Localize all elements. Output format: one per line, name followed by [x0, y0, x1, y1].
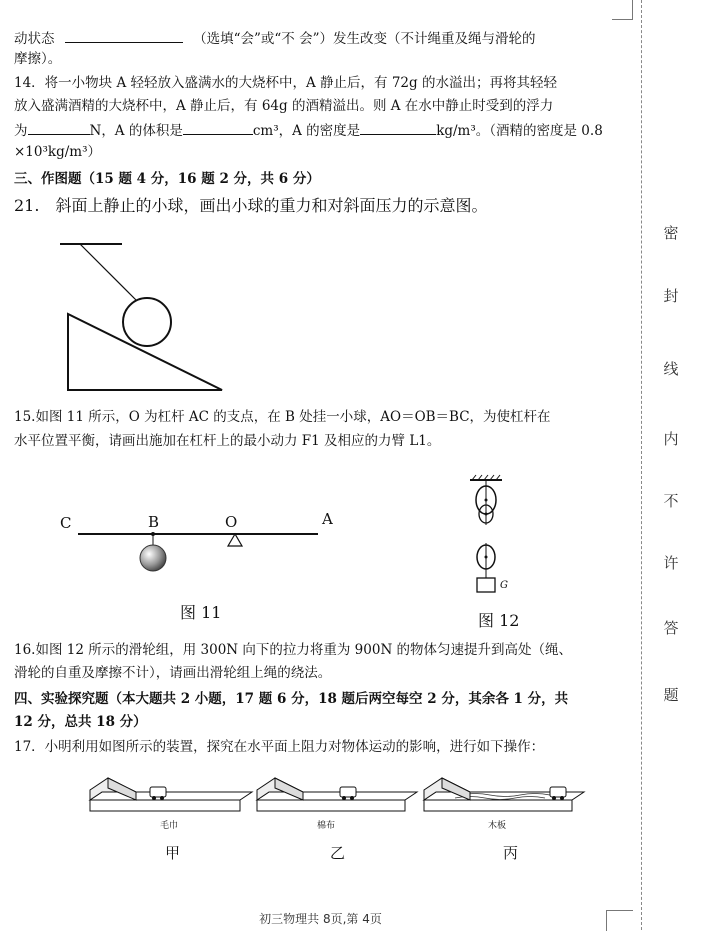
- question-16-line1: 16.如图 12 所示的滑轮组，用 300N 向下的拉力将重为 900N 的物体匀速提升到高处（绳、: [14, 642, 573, 658]
- weight-g-label: G: [500, 580, 508, 591]
- section-3-heading: 三、作图题（15 题 4 分，16 题 2 分，共 6 分）: [14, 171, 320, 187]
- setup-cotton: [257, 778, 417, 811]
- question-17: 17．小明利用如图所示的装置，探究在水平面上阻力对物体运动的影响，进行如下操作：: [14, 739, 545, 755]
- surface-label-cotton: 棉布: [317, 821, 336, 831]
- setup-name-1: 甲: [165, 844, 181, 862]
- binding-line: [641, 0, 643, 930]
- margin-char: 密: [663, 224, 679, 242]
- setup-name-3: 丙: [503, 844, 519, 862]
- surface-label-wood: 木板: [488, 821, 507, 831]
- corner-mark-top: [612, 0, 633, 20]
- margin-char: 内: [663, 430, 679, 448]
- question-13-tail: 动状态 （选填“会”或“不 会”）发生改变（不计绳重及绳与滑轮的: [14, 28, 536, 48]
- margin-char: 不: [663, 492, 679, 510]
- setup-towel: [90, 778, 252, 811]
- question-21: 21. 斜面上静止的小球，画出小球的重力和对斜面压力的示意图。: [14, 196, 488, 215]
- point-b-label: B: [148, 513, 160, 531]
- question-14-line3: 为 N，A 的体积是 cm³，A 的密度是 kg/m³。（酒精的密度是 0.8: [14, 120, 603, 140]
- margin-char: 封: [663, 287, 679, 305]
- margin-char: 题: [663, 686, 679, 704]
- page-footer: 初三物理共 8页,第 4页: [259, 912, 382, 926]
- question-14-line2: 放入盛满酒精的大烧杯中，A 静止后，有 64g 的酒精溢出。则 A 在水中静止时受到的浮力: [14, 98, 554, 114]
- question-14-line1: 14．将一小物块 A 轻轻放入盛满水的大烧杯中，A 静止后，有 72g 的水溢出；再将其轻轻: [14, 75, 557, 91]
- point-o-label: O: [225, 513, 238, 531]
- question-15-line1: 15.如图 11 所示，O 为杠杆 AC 的支点，在 B 处挂一小球，AO＝OB＝BC，为使杠杆在: [14, 409, 551, 425]
- figure-12-caption: 图 12: [478, 611, 520, 630]
- figure-11-caption: 图 11: [180, 603, 222, 622]
- question-13-end: 摩擦）。: [14, 51, 62, 67]
- surface-label-towel: 毛巾: [160, 821, 179, 831]
- section-4-heading-line1: 四、实验探究题（本大题共 2 小题，17 题 6 分，18 题后两空每空 2 分，其余各 1 分，共: [14, 691, 569, 707]
- question-16-line2: 滑轮的自重及摩擦不计），请画出滑轮组上绳的绕法。: [14, 665, 332, 681]
- margin-char: 许: [663, 554, 679, 572]
- setup-name-2: 乙: [330, 844, 346, 862]
- point-a-label: A: [322, 510, 333, 528]
- margin-char: 线: [663, 360, 679, 378]
- setup-wood: [424, 778, 584, 811]
- question-15-line2: 水平位置平衡，请画出施加在杠杆上的最小动力 F1 及相应的力臂 L1。: [14, 433, 441, 449]
- section-4-heading-line2: 12 分，总共 18 分）: [14, 714, 147, 730]
- margin-char: 答: [663, 619, 679, 637]
- question-14-line4: ×10³kg/m³）: [14, 144, 101, 160]
- point-c-label: C: [60, 514, 72, 532]
